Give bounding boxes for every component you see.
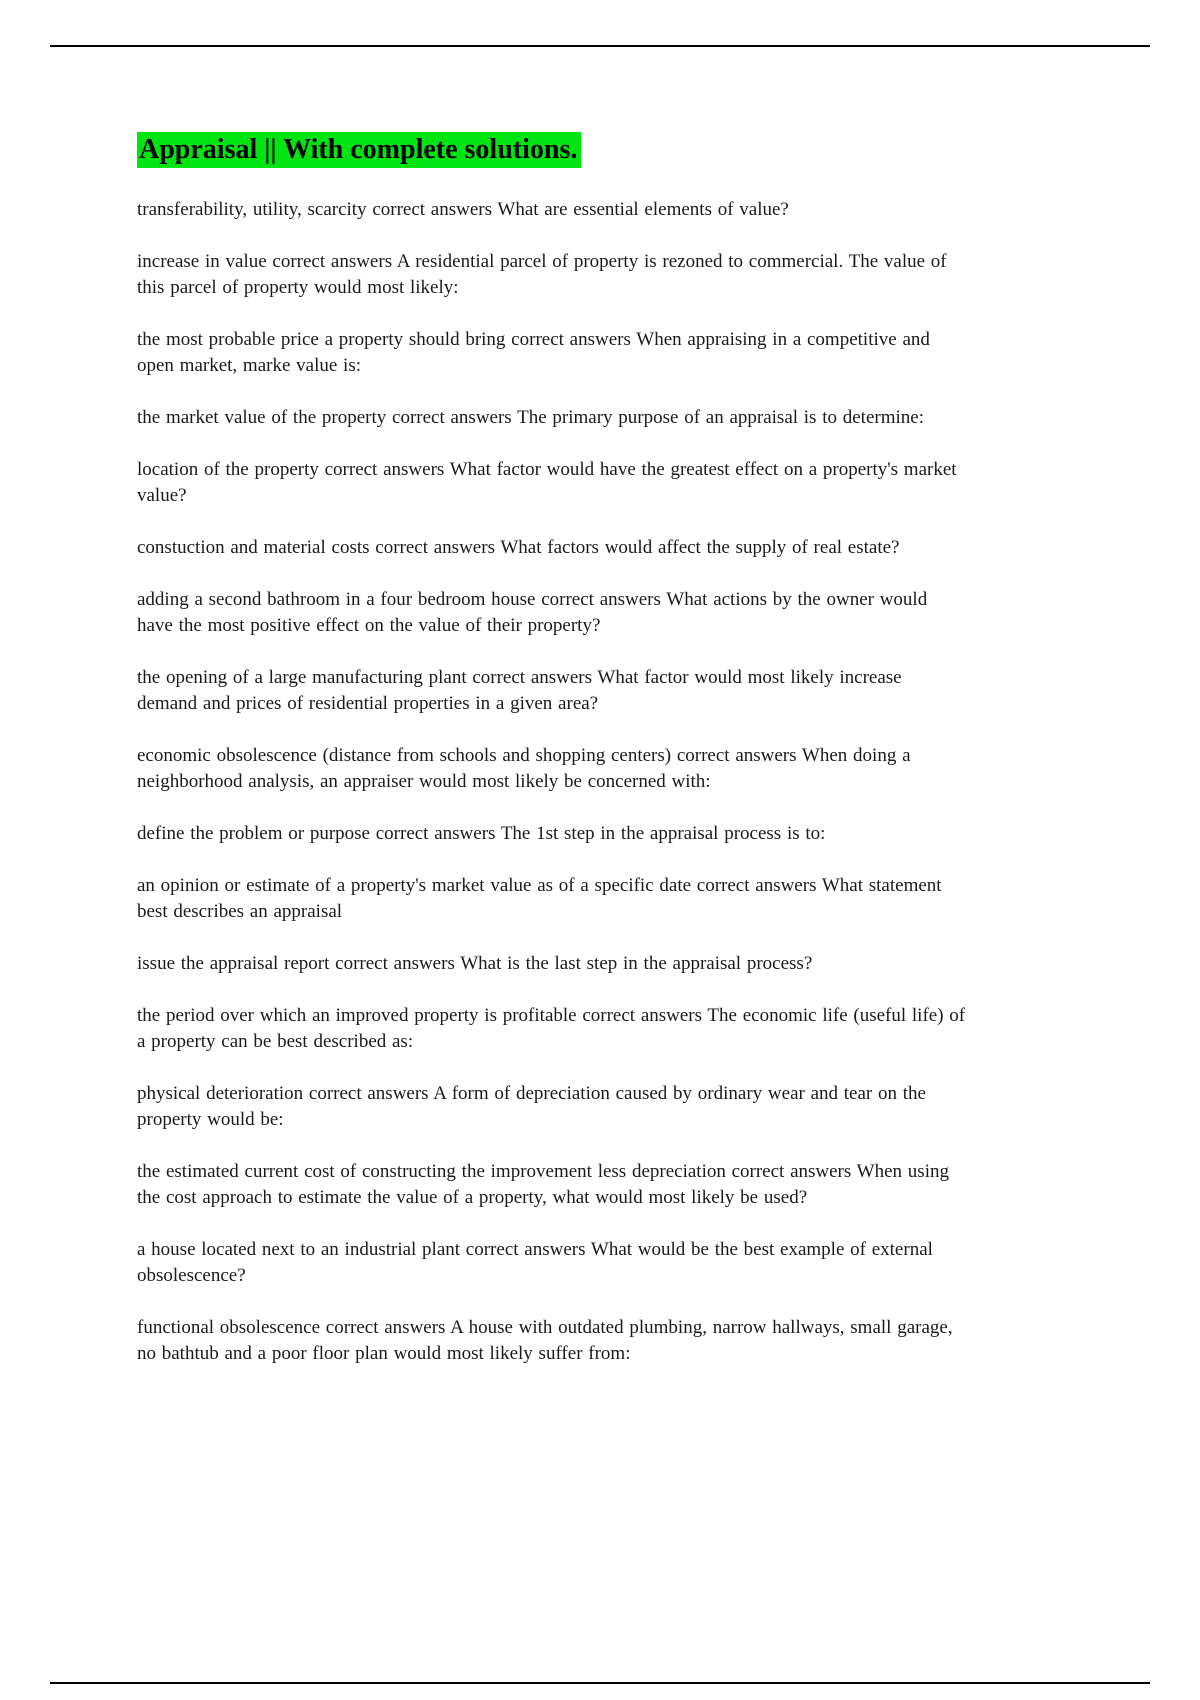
qa-paragraph: economic obsolescence (distance from schools and shopping centers) correct answers When doing a neighborhood analysis, an appraiser would most likely be concerned with: <box>137 745 911 792</box>
qa-paragraph: location of the property correct answers What factor would have the greatest effect on a property's market value? <box>137 459 957 506</box>
qa-paragraph: functional obsolescence correct answers A house with outdated plumbing, narrow hallways, small garage, no bathtub and a poor floor plan would most likely suffer from: <box>137 1317 953 1364</box>
qa-paragraph: increase in value correct answers A residential parcel of property is rezoned to commercial. The value of this parcel of property would most likely: <box>137 251 947 298</box>
qa-paragraph: adding a second bathroom in a four bedroom house correct answers What actions by the owner would have the most positive effect on the value of their property? <box>137 589 928 636</box>
qa-paragraph: physical deterioration correct answers A form of depreciation caused by ordinary wear and tear on the property would be: <box>137 1083 926 1130</box>
qa-paragraph: transferability, utility, scarcity correct answers What are essential elements of value? <box>137 199 789 220</box>
document-title-highlight: Appraisal || With complete solutions. <box>137 132 581 168</box>
qa-paragraph: the opening of a large manufacturing plant correct answers What factor would most likely increase demand and prices of residential properties in a given area? <box>137 667 902 714</box>
qa-paragraph: the period over which an improved property is profitable correct answers The economic life (useful life) of a property can be best described as: <box>137 1005 966 1052</box>
qa-paragraph: define the problem or purpose correct answers The 1st step in the appraisal process is to: <box>137 823 826 844</box>
qa-paragraph: constuction and material costs correct answers What factors would affect the supply of real estate? <box>137 537 900 558</box>
top-rule <box>50 45 1150 47</box>
qa-paragraph: issue the appraisal report correct answers What is the last step in the appraisal process? <box>137 953 813 974</box>
qa-paragraph: the market value of the property correct answers The primary purpose of an appraisal is to determine: <box>137 407 924 428</box>
qa-paragraph: the estimated current cost of constructing the improvement less depreciation correct answers When using the cost approach to estimate the value of a property, what would most likely be used? <box>137 1161 949 1208</box>
document-content <box>137 132 967 1393</box>
bottom-rule <box>50 1682 1150 1684</box>
document-title <box>137 132 967 167</box>
qa-paragraph: an opinion or estimate of a property's market value as of a specific date correct answers What statement best describes an appraisal <box>137 875 942 922</box>
qa-paragraph: a house located next to an industrial plant correct answers What would be the best example of external obsolescence? <box>137 1239 933 1286</box>
qa-paragraph: the most probable price a property should bring correct answers When appraising in a competitive and open market, marke value is: <box>137 329 930 376</box>
